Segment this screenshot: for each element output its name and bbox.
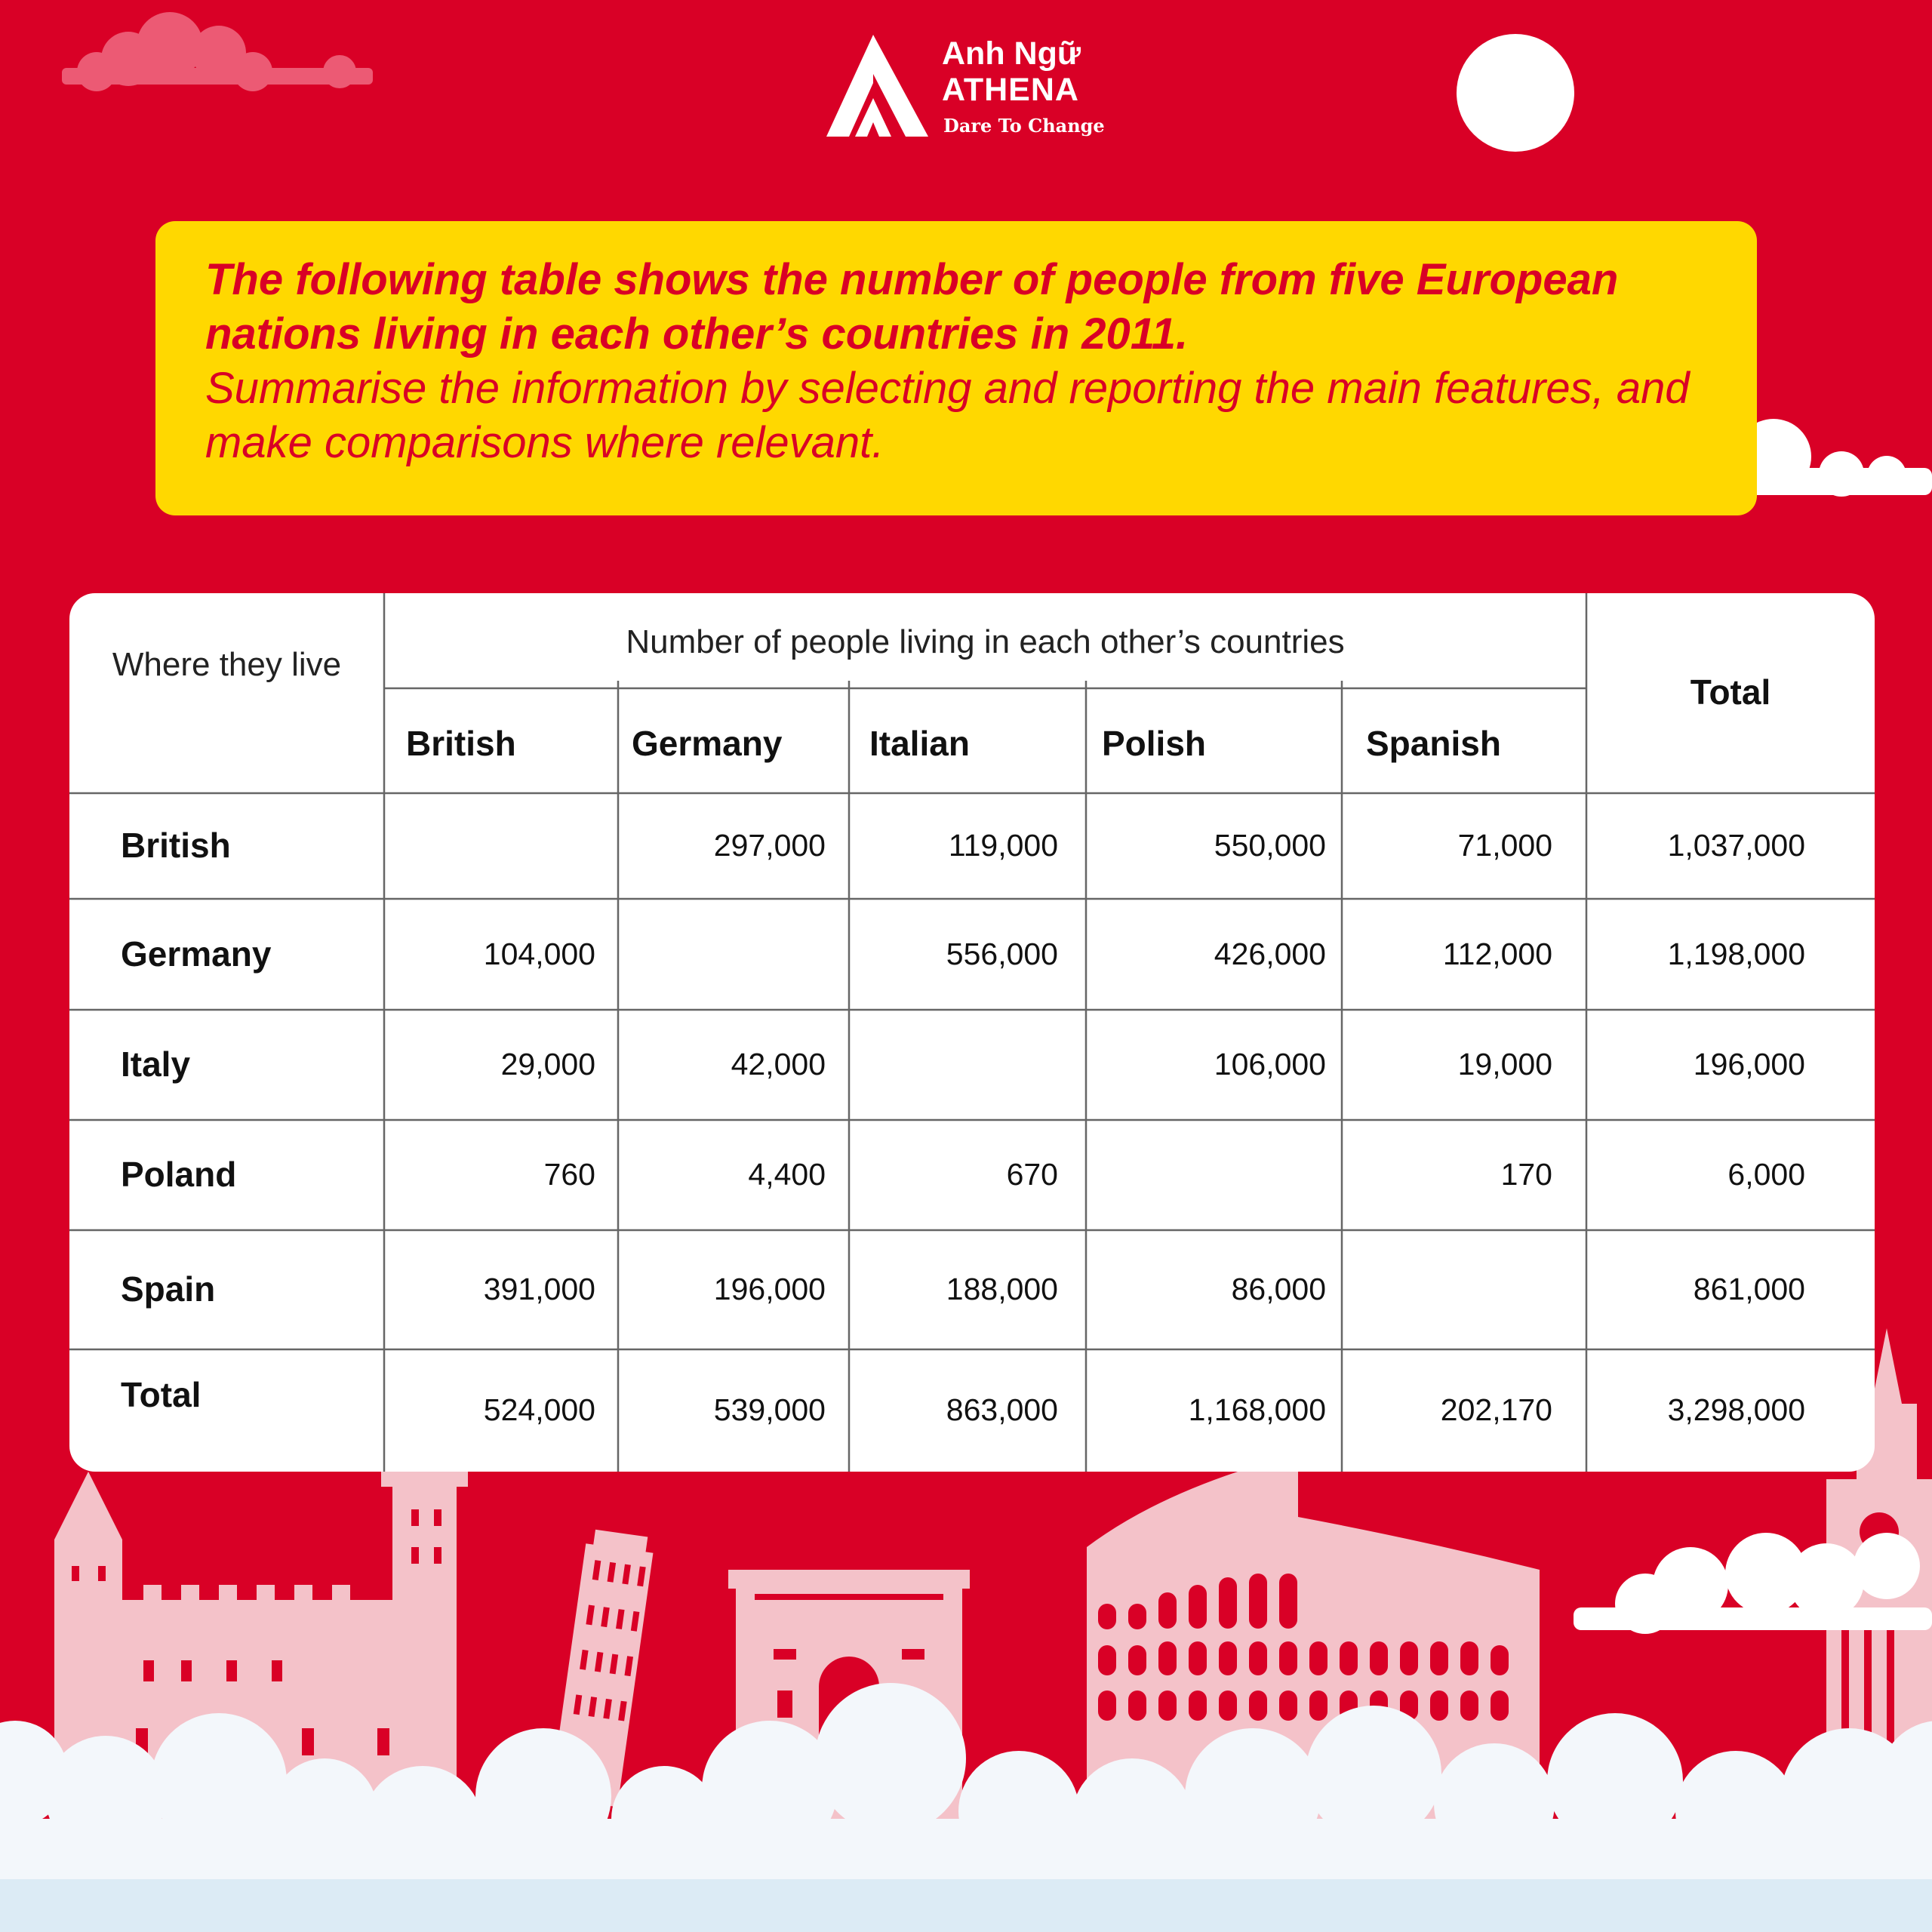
table-cell: 556,000 [946, 936, 1058, 971]
column-header: British [406, 724, 516, 763]
row-label: Total [121, 1375, 202, 1414]
prompt-text [205, 253, 1737, 470]
group-header: Number of people living in each other’s countries [626, 623, 1345, 660]
table-cell: 19,000 [1457, 1047, 1552, 1081]
cloud-top-left [62, 12, 373, 91]
table-cell: 670 [1006, 1157, 1058, 1192]
table-cell: 760 [543, 1157, 595, 1192]
table-cell: 524,000 [483, 1392, 595, 1427]
prompt-box [155, 221, 1757, 515]
cloud-right-bottom [1574, 1533, 1932, 1634]
table-cell: 112,000 [1442, 936, 1552, 971]
column-header: Spanish [1366, 724, 1501, 763]
table-cell: 297,000 [713, 828, 826, 863]
total-cell: 3,298,000 [1667, 1392, 1805, 1427]
table-cell: 106,000 [1214, 1047, 1326, 1081]
column-header: Polish [1102, 724, 1207, 763]
row-label: Germany [121, 934, 272, 974]
table-cell: 550,000 [1214, 828, 1326, 863]
prompt-question: The following table shows the number of people from five European nations living in each other’s countries in 2011. [205, 255, 1619, 358]
table-cell: 863,000 [946, 1392, 1058, 1427]
brand-logo [826, 35, 1128, 148]
table-cell: 104,000 [483, 936, 595, 971]
column-header: Germany [632, 724, 783, 763]
total-cell: 6,000 [1727, 1157, 1805, 1192]
data-table [69, 593, 1875, 1472]
total-header: Total [1690, 672, 1771, 712]
table-cell: 391,000 [483, 1272, 595, 1306]
moon-icon [1457, 34, 1574, 152]
table-cell: 4,400 [748, 1157, 826, 1192]
column-header: Italian [869, 724, 970, 763]
brand-line-2: ATHENA [942, 72, 1079, 108]
table-cell: 29,000 [500, 1047, 595, 1081]
row-label: British [121, 826, 231, 865]
table-cell: 42,000 [731, 1047, 826, 1081]
total-cell: 1,198,000 [1667, 936, 1805, 971]
table-cell: 170 [1500, 1157, 1552, 1192]
row-label: Poland [121, 1155, 237, 1194]
brand-line-1: Anh Ngữ [942, 35, 1081, 72]
table-cell: 202,170 [1440, 1392, 1552, 1427]
prompt-instruction: Summarise the information by selecting and reporting the main features, and make comparisons where relevant. [205, 364, 1690, 467]
table-grid [69, 593, 1875, 1472]
total-cell: 196,000 [1693, 1047, 1805, 1081]
row-label: Spain [121, 1269, 216, 1309]
brand-tagline: Dare To Change [943, 115, 1105, 137]
table-cell: 1,168,000 [1188, 1392, 1326, 1427]
table-cell: 119,000 [948, 828, 1058, 863]
table-cell: 539,000 [713, 1392, 826, 1427]
row-label: Italy [121, 1044, 191, 1084]
total-cell: 861,000 [1693, 1272, 1805, 1306]
table-cell: 426,000 [1214, 936, 1326, 971]
table-cell: 86,000 [1231, 1272, 1326, 1306]
table-cell: 196,000 [713, 1272, 826, 1306]
table-cell: 71,000 [1457, 828, 1552, 863]
total-cell: 1,037,000 [1667, 828, 1805, 863]
table-cell: 188,000 [946, 1272, 1058, 1306]
athena-logo-icon [826, 35, 928, 140]
corner-header: Where they live [112, 646, 342, 683]
